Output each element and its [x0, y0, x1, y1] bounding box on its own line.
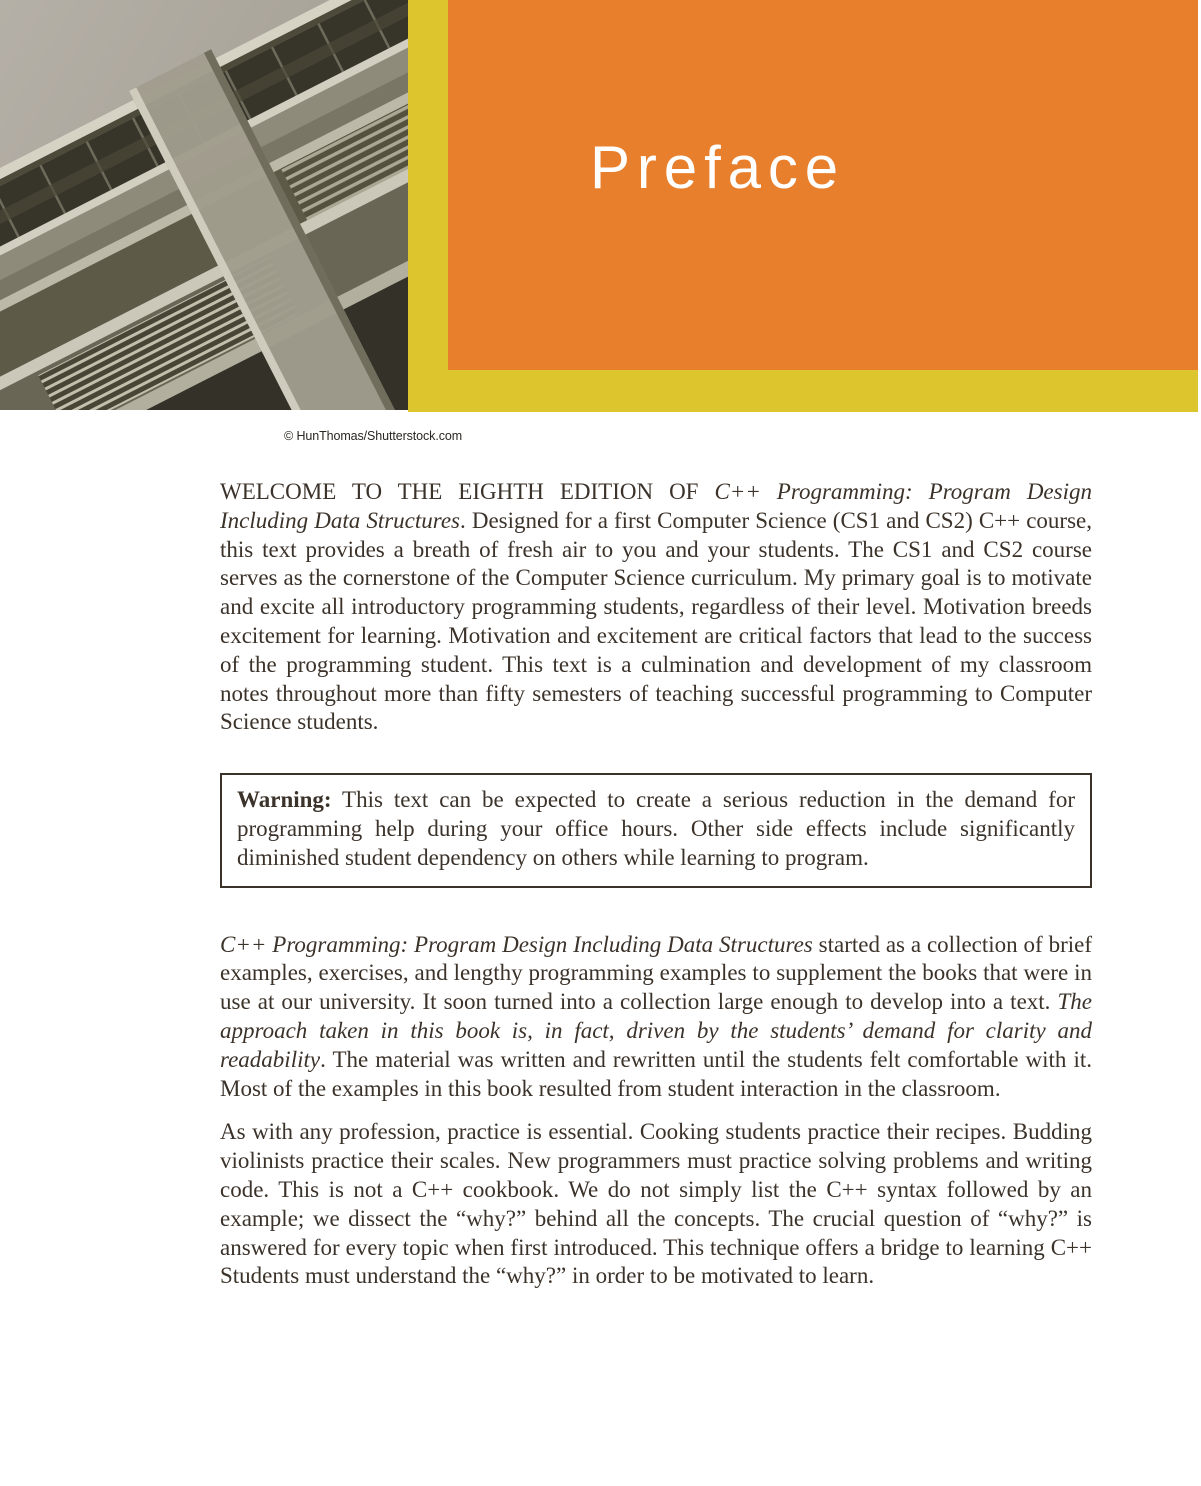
paragraph-origin: C++ Programming: Program Design Including Data Structures started as a collection of brief examples, exercises, and lengthy programming examples to supplement the books that were in use at our university. It soon turned into a collection large enough to develop into a text. The approach taken in this book is, in fact, driven by the students’ demand for clarity and readability. The material was written and rewritten until the students felt comfortable with it. Most of the examples in this book resulted from student interaction in the classroom.: [220, 931, 1092, 1101]
preface-body: [220, 478, 1092, 1291]
paragraph-practice: As with any profession, practice is essential. Cooking students practice their recipes. Budding violinists practice their scales. New programmers must practice solving problems and writing code. This is not a C++ cookbook. We do not simply list the C++ syntax followed by an example; we dissect the “why?” behind all the concepts. The crucial question of “why?” is answered for every topic when first introduced. This technique offers a bridge to learning C++ Students must understand the “why?” in order to be motivated to learn.: [220, 1119, 1092, 1289]
building-photo-image: [0, 0, 408, 410]
warning-box: [220, 773, 1092, 887]
warning-text: Warning: This text can be expected to create a serious reduction in the demand for programming help during your office hours. Other side effects include significantly diminished student dependency on others while learning to program.: [237, 787, 1075, 870]
photo-credit: © HunThomas/Shutterstock.com: [284, 429, 463, 443]
building-photo: [0, 0, 408, 410]
paragraph-welcome: WELCOME TO THE EIGHTH EDITION OF C++ Programming: Program Design Including Data Structures. Designed for a first Computer Science (CS1 and CS2) C++ course, this text provides a breath of fresh air to you and your students. The CS1 and CS2 course serves as the cornerstone of the Computer Science curriculum. My primary goal is to motivate and excite all introductory programming students, regardless of their level. Motivation breeds excitement for learning. Motivation and excitement are critical factors that lead to the success of the programming student. This text is a culmination and development of my classroom notes throughout more than fifty semesters of teaching successful programming to Computer Science students.: [220, 479, 1092, 735]
chapter-title: Preface: [590, 134, 846, 201]
orange-title-banner: [448, 0, 1198, 370]
